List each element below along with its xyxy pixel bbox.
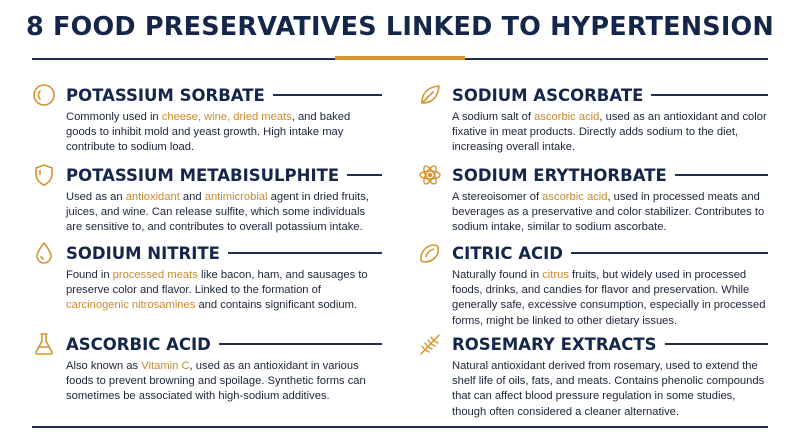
page-title: 8 FOOD PRESERVATIVES LINKED TO HYPERTENSION <box>26 12 774 42</box>
highlighted-term: cheese, wine, dried meats <box>161 111 292 123</box>
heading-rule <box>228 252 382 253</box>
description-text: like bacon, ham, and sausages to preserve color and flavor. Linked to the formation of <box>66 269 368 297</box>
description-text: Naturally found in <box>452 269 543 281</box>
item-description <box>66 359 382 405</box>
item-heading: CITRIC ACID <box>452 243 563 263</box>
highlighted-term: antimicrobial <box>204 191 268 203</box>
item-description <box>66 190 382 236</box>
item-description <box>452 268 768 329</box>
highlighted-term: antioxidant <box>125 191 180 203</box>
atom-icon <box>418 163 442 187</box>
heading-rule <box>571 252 768 253</box>
heading-rule <box>651 94 768 95</box>
item-heading: ASCORBIC ACID <box>66 334 211 354</box>
heading-rule <box>665 343 768 344</box>
item-heading: SODIUM ASCORBATE <box>452 85 644 105</box>
description-text: , used as an antioxidant and color fixative in meat products. Directly adds sodium to the diet, increasing overall intake. <box>452 111 767 154</box>
description-text: fruits, but widely used in processed foods, drinks, and candies for flavor and preservation. While generally safe, excessive consumption, especially in processed forms, might be linked to other dietary issues. <box>452 269 766 327</box>
heading-rule <box>219 343 382 344</box>
highlighted-term: processed meats <box>112 269 198 281</box>
heading-rule <box>347 174 382 175</box>
circle-icon <box>32 83 56 107</box>
highlighted-term: ascorbic acid <box>534 111 600 123</box>
item-description <box>66 268 382 314</box>
highlighted-term: citrus <box>542 269 569 281</box>
leaf-icon <box>418 83 442 107</box>
heading-rule <box>675 174 768 175</box>
shield-icon <box>32 163 56 187</box>
title-accent-bar <box>335 56 465 60</box>
item-description <box>452 190 768 236</box>
description-text: , used as an antioxidant in various foods to prevent browning and spoilage. Synthetic forms can sometimes be associated with high-sodium additives. <box>66 360 366 403</box>
bottom-divider <box>32 426 768 428</box>
description-text: and contains significant sodium. <box>195 299 358 312</box>
item-description <box>452 359 768 420</box>
item-heading: SODIUM ERYTHORBATE <box>452 165 667 185</box>
description-text: Found in <box>66 269 113 281</box>
item-heading: POTASSIUM METABISULPHITE <box>66 165 340 185</box>
description-text: , and baked goods to inhibit mold and yeast growth. High intake may contribute to sodium load. <box>66 111 351 154</box>
item-heading: POTASSIUM SORBATE <box>66 85 265 105</box>
highlighted-term: Vitamin C <box>141 360 190 372</box>
heading-rule <box>273 94 382 95</box>
description-text: A stereoisomer of <box>452 191 543 203</box>
description-text: Used as an <box>66 191 126 203</box>
rosemary-icon <box>418 332 442 356</box>
droplet-icon <box>32 241 56 265</box>
description-text: , used in processed meats and beverages as a preservative and color stabilizer. Contributes to sodium intake, similar to sodium ascorbate. <box>452 191 765 234</box>
description-text: Also known as <box>66 360 142 372</box>
item-description <box>452 110 768 156</box>
flask-icon <box>32 332 56 356</box>
highlighted-term: ascorbic acid <box>542 191 608 203</box>
description-text: and <box>179 191 205 203</box>
highlighted-term: carcinogenic nitrosamines <box>66 299 196 312</box>
description-text: A sodium salt of <box>452 111 535 123</box>
item-heading: ROSEMARY EXTRACTS <box>452 334 657 354</box>
description-text: Commonly used in <box>66 111 162 123</box>
item-heading: SODIUM NITRITE <box>66 243 220 263</box>
item-description <box>66 110 382 156</box>
description-text: Natural antioxidant derived from rosemary, used to extend the shelf life of oils, fats, and meats. Contains phenolic compounds that can affect blood pressure regulation in some studies, though often considered a cleaner alternative. <box>452 360 765 418</box>
description-text: agent in dried fruits, juices, and wine. Can release sulfite, which some individuals are sensitive to, and contributes to overall potassium intake. <box>66 191 369 234</box>
lemon-icon <box>418 241 442 265</box>
